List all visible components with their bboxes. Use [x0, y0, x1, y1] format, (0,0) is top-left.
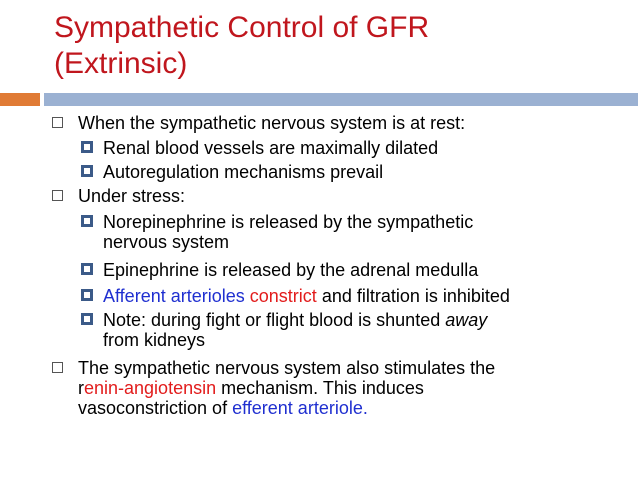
afferent-arterioles-text: Afferent arterioles — [103, 286, 245, 306]
sub-bullet-epinephrine — [103, 260, 593, 280]
line2-prefix: r — [78, 378, 84, 398]
bullet-stress — [78, 186, 598, 206]
bullet-text-line-1: The sympathetic nervous system also stimulates the — [78, 358, 496, 378]
hollow-square-bullet-icon — [52, 117, 63, 128]
bullet-text: Autoregulation mechanisms prevail — [103, 162, 384, 182]
bullet-text-line-2: nervous system — [103, 232, 230, 252]
sub-bullet-autoregulation — [103, 162, 593, 182]
square-bullet-icon — [81, 165, 93, 177]
square-bullet-icon — [81, 289, 93, 301]
sub-bullet-norepinephrine — [103, 212, 593, 252]
square-bullet-icon — [81, 263, 93, 275]
sub-bullet-afferent — [103, 286, 593, 306]
away-text: away — [445, 310, 488, 330]
bullet-rest — [78, 113, 598, 133]
square-bullet-icon — [81, 141, 93, 153]
sub-bullet-note — [103, 310, 593, 350]
hollow-square-bullet-icon — [52, 362, 63, 373]
bullet-text: Under stress: — [78, 186, 186, 206]
renin-angiotensin-text: enin-angiotensin — [84, 378, 217, 398]
efferent-arteriole-text: efferent arteriole. — [232, 398, 368, 418]
bullet-text-line-1: Norepinephrine is released by the sympathetic — [103, 212, 474, 232]
line3-prefix: vasoconstriction of — [78, 398, 228, 418]
filtration-text: and filtration is inhibited — [321, 286, 510, 306]
bullet-text: When the sympathetic nervous system is at rest: — [78, 113, 466, 133]
note-text: Note: during fight or flight blood is shunted — [103, 310, 441, 330]
bullet-renin — [78, 358, 598, 418]
constrict-text: constrict — [249, 286, 317, 306]
note-text-line-2: from kidneys — [103, 330, 206, 350]
title-line-1: Sympathetic Control of GFR — [54, 11, 430, 44]
square-bullet-icon — [81, 313, 93, 325]
sub-bullet-dilated — [103, 138, 593, 158]
square-bullet-icon — [81, 215, 93, 227]
line2-rest: mechanism. This induces — [221, 378, 424, 398]
hollow-square-bullet-icon — [52, 190, 63, 201]
title-line-2: (Extrinsic) — [54, 47, 188, 80]
bullet-text: Epinephrine is released by the adrenal medulla — [103, 260, 479, 280]
bullet-text: Renal blood vessels are maximally dilated — [103, 138, 439, 158]
